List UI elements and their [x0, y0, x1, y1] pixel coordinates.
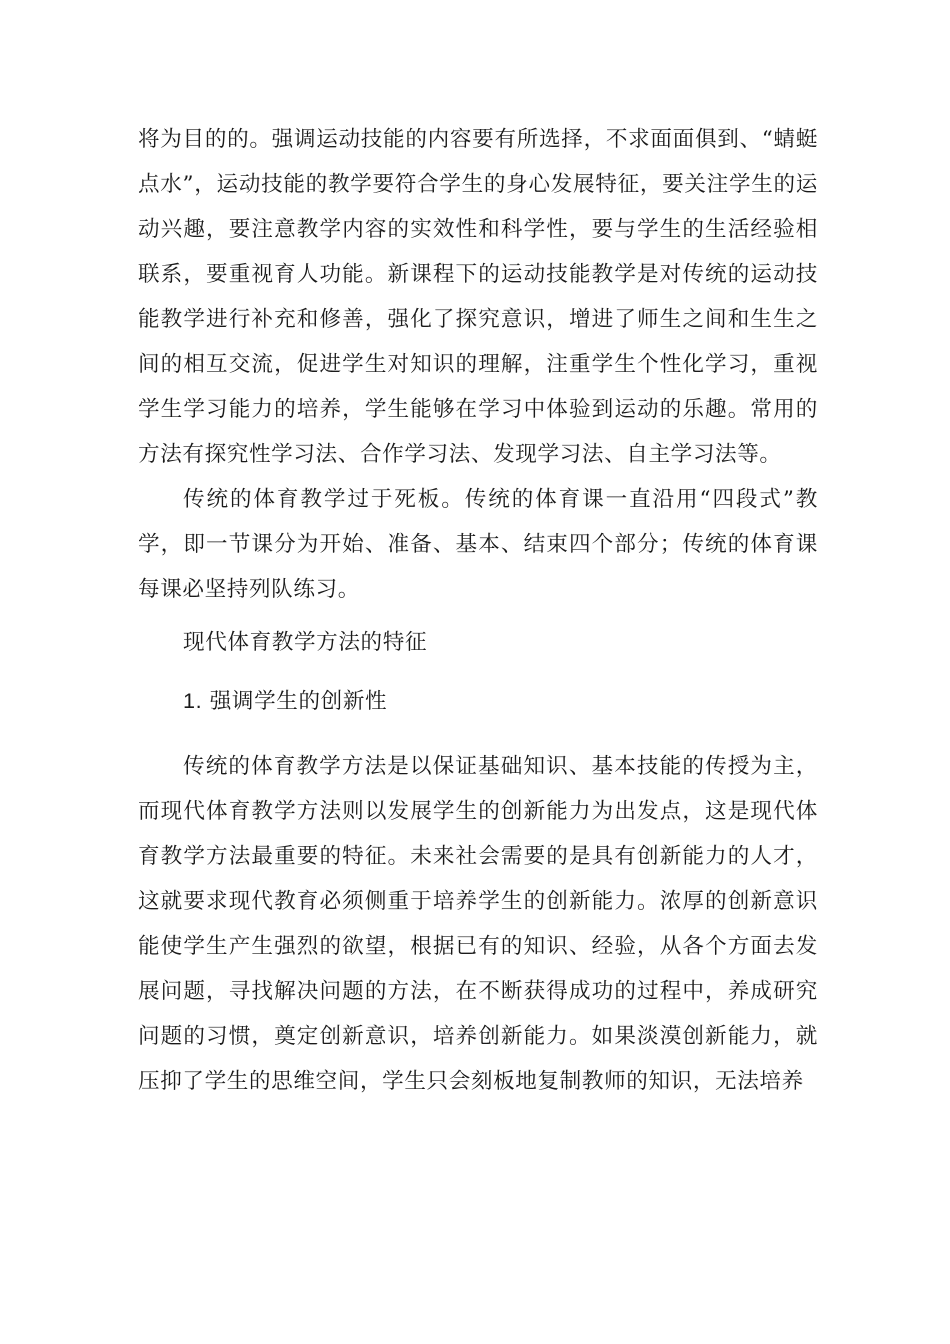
subheading-number: 1. [183, 688, 203, 713]
subheading [138, 678, 818, 724]
paragraph-continuation: 将为目的的。强调运动技能的内容要有所选择，不求面面俱到、“蜻蜓点水”，运动技能的教学要符合学生的身心发展特征，要关注学生的运动兴趣，要注意教学内容的实效性和科学性，要与学生的生活经验相联系，要重视育人功能。新课程下的运动技能教学是对传统的运动技能教学进行补充和修善，强化了探究意识，增进了师生之间和生生之间的相互交流，促进学生对知识的理解，注重学生个性化学习，重视学生学习能力的培养，学生能够在学习中体验到运动的乐趣。常用的方法有探究性学习法、合作学习法、发现学习法、自主学习法等。 [138, 127, 818, 467]
paragraph-innovation: 传统的体育教学方法是以保证基础知识、基本技能的传授为主，而现代体育教学方法则以发展学生的创新能力为出发点，这是现代体育教学方法最重要的特征。未来社会需要的是具有创新能力的人才，这就要求现代教育必须侧重于培养学生的创新能力。浓厚的创新意识能使学生产生强烈的欲望，根据已有的知识、经验，从各个方面去发展问题，寻找解决问题的方法，在不断获得成功的过程中，养成研究问题的习惯，奠定创新意识，培养创新能力。如果淡漠创新能力，就压抑了学生的思维空间，学生只会刻板地复制教师的知识，无法培养 [138, 754, 818, 1094]
paragraph-traditional-teaching: 传统的体育教学过于死板。传统的体育课一直沿用“四段式”教学，即一节课分为开始、准备、基本、结束四个部分；传统的体育课每课必坚持列队练习。 [138, 487, 818, 602]
section-heading: 现代体育教学方法的特征 [183, 630, 428, 655]
document-body [138, 117, 818, 1104]
subheading-text: 强调学生的创新性 [209, 689, 388, 714]
